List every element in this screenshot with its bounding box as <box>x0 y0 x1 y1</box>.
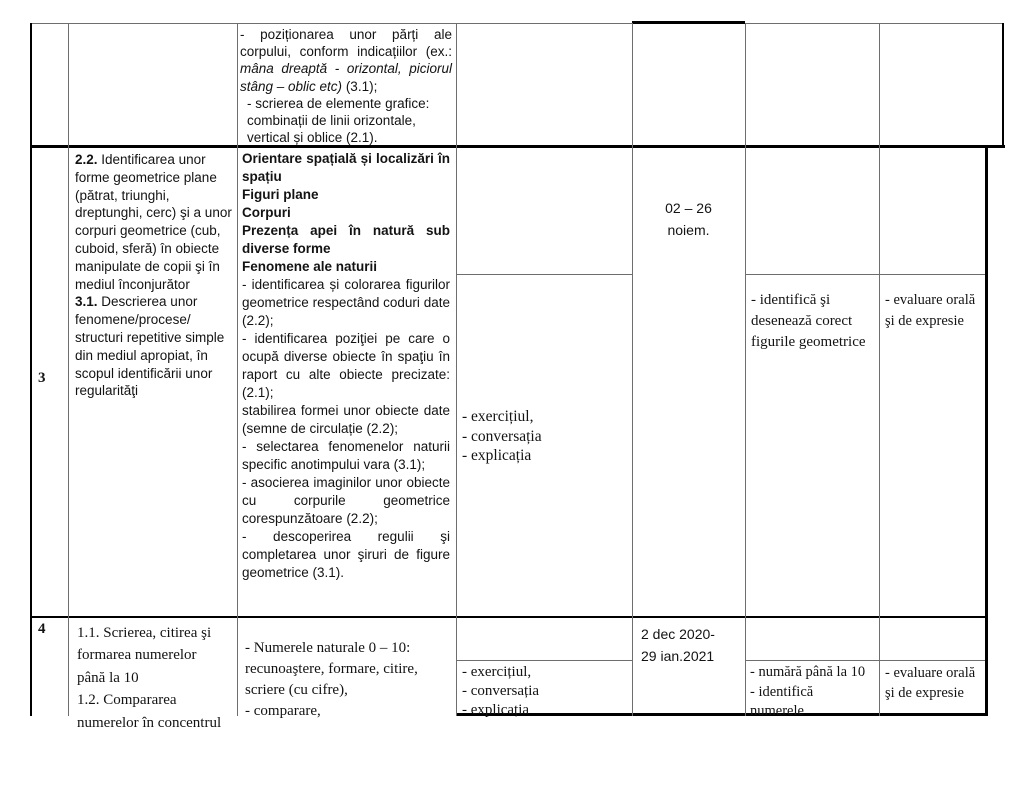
content-line: recunoaştere, formare, citire, <box>245 661 418 677</box>
evaluation-detail-line: - identifică <box>750 683 814 700</box>
activity-text: - poziționarea unor părți ale corpului, conform indicațiilor (ex.: <box>240 27 452 60</box>
competence-line: până la 10 <box>77 669 139 686</box>
competence-line: 1.2. Compararea <box>77 692 177 709</box>
grid-line <box>745 274 986 275</box>
learning-activity: - descoperirea regulii şi completarea unor şiruri de figure geometrice (3.1). <box>242 529 450 580</box>
row3-evaluation-detail-cell <box>751 290 881 353</box>
competence-text: Identificarea unor forme geometrice plane (pătrat, triunghi, dreptunghi, cerc) şi a unor corpuri geometrice (cub, cuboid, sferă) în obiecte manipulate de copii şi în mediul înconjurător <box>75 152 232 292</box>
prev-activity-positioning <box>240 26 452 95</box>
method-item: - exercițiul, <box>462 664 532 680</box>
learning-activity: - identificarea poziţiei pe care o ocupă diverse obiecte în spaţiu în raport cu alte obiecte precizate: (2.1); <box>242 331 450 400</box>
learning-activity: - identificarea și colorarea figurilor geometrice respectând coduri date (2.2); <box>242 277 450 328</box>
grid-line <box>237 23 238 716</box>
evaluation-type-line: - evaluare orală <box>885 292 976 308</box>
learning-activity: stabilirea formei unor obiecte date (semne de circulație (2.2); <box>242 403 450 436</box>
prev-activity-writing-line: combinații de linii orizontale, <box>247 113 416 129</box>
row3-week-number: 3 <box>38 370 46 386</box>
content-header: Figuri plane <box>242 187 319 202</box>
method-item: - explicația <box>462 701 530 718</box>
row3-methods-cell <box>462 407 624 466</box>
grid-line <box>68 23 69 716</box>
row3-content-cell <box>242 150 450 614</box>
competence-ref: 3.1. <box>75 294 98 310</box>
learning-activity: - asocierea imaginilor unor obiecte cu corpurile geometrice corespunzătoare (2.2); <box>242 475 450 526</box>
grid-line <box>879 23 880 716</box>
prev-activity-writing-line: vertical și oblice (2.1). <box>247 130 378 146</box>
row4-competences-cell <box>77 622 237 734</box>
date-line: noiem. <box>667 222 710 238</box>
content-header: Fenomene ale naturii <box>242 259 378 274</box>
evaluation-type-line: - evaluare orală <box>885 665 976 681</box>
date-line: 29 ian.2021 <box>641 648 715 664</box>
grid-line <box>985 145 988 716</box>
grid-line <box>1002 23 1004 148</box>
evaluation-detail-line: numerele <box>750 703 804 719</box>
competence-line: 1.1. Scrierea, citirea şi <box>77 625 212 641</box>
grid-line <box>745 23 746 716</box>
competence-line: formarea numerelor <box>77 647 197 664</box>
prev-row-activities-cell <box>240 26 452 146</box>
evaluation-detail-line: - numără până la 10 <box>750 664 866 680</box>
row4-content-cell <box>245 638 451 722</box>
grid-line <box>456 23 457 716</box>
evaluation-detail-line: desenează corect <box>751 313 853 329</box>
date-line: 02 – 26 <box>665 200 712 216</box>
grid-line <box>745 660 986 661</box>
evaluation-detail-line: - identifică şi <box>751 292 831 308</box>
row4-date-cell <box>641 623 741 667</box>
grid-line <box>632 21 745 24</box>
competence-text: Descrierea unor fenomene/procese/ structuri repetitive simple din mediul apropiat, în scopul identificării unor regularităţi <box>75 294 225 399</box>
method-item: - conversația <box>462 682 540 699</box>
row3-date-cell <box>633 197 744 241</box>
grid-line <box>456 660 632 661</box>
evaluation-type-line: şi de expresie <box>885 685 964 701</box>
learning-activity: - selectarea fenomenelor naturii specific anotimpului vara (3.1); <box>242 439 450 472</box>
grid-line <box>30 23 32 716</box>
row3-evaluation-type-cell <box>885 290 985 332</box>
competence-2-2 <box>75 151 232 293</box>
content-line: scriere (cu cifre), <box>245 682 348 698</box>
method-item: - exercițiul, <box>462 408 534 425</box>
activity-text-italic: mâna dreaptă - orizontal, piciorul stâng – oblic etc) <box>240 61 452 94</box>
content-line: - comparare, <box>245 703 321 719</box>
row4-evaluation-detail-cell <box>750 663 880 722</box>
competence-line: numerelor în concentrul <box>77 714 222 731</box>
prev-activity-writing-line: - scrierea de elemente grafice: <box>247 95 430 111</box>
method-item: - explicația <box>462 447 532 464</box>
content-header: Orientare spațială și localizări în spațiu <box>242 151 450 184</box>
row3-competences-cell <box>75 151 232 400</box>
grid-line <box>456 274 632 275</box>
row4-week-number: 4 <box>38 621 46 637</box>
content-line: - Numerele naturale 0 – 10: <box>245 640 411 656</box>
content-header: Prezența apei în natură sub diverse forme <box>242 223 450 256</box>
row4-evaluation-type-cell <box>885 663 985 703</box>
content-header: Corpuri <box>242 205 291 220</box>
evaluation-detail-line: figurile geometrice <box>751 334 866 350</box>
grid-line <box>30 23 1004 24</box>
row4-methods-cell <box>462 663 624 719</box>
competence-3-1 <box>75 293 232 400</box>
method-item: - conversația <box>462 427 542 445</box>
grid-line <box>30 616 988 618</box>
evaluation-type-line: şi de expresie <box>885 313 964 329</box>
date-line: 2 dec 2020- <box>641 626 715 642</box>
grid-line <box>30 145 1005 148</box>
grid-line <box>632 23 633 716</box>
competence-ref: 2.2. <box>75 152 98 167</box>
activity-text: (3.1); <box>342 78 378 94</box>
